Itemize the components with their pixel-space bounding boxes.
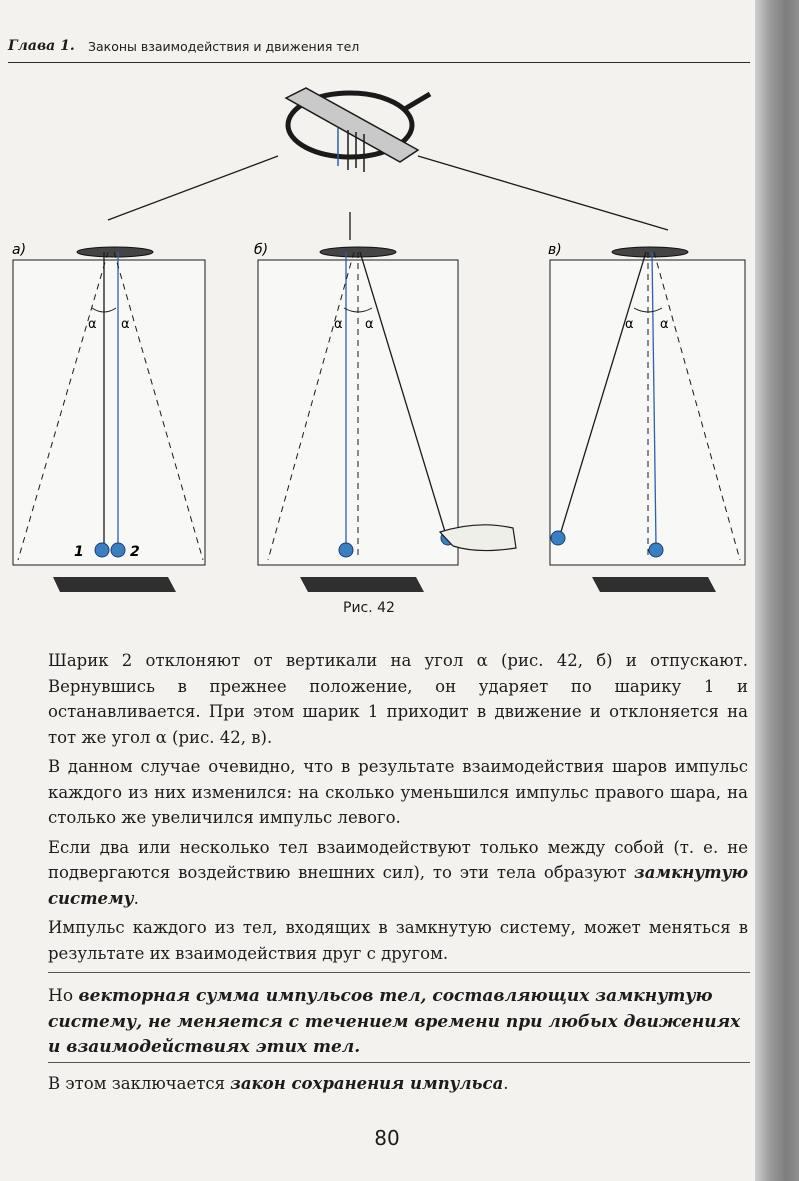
law-prefix: Но xyxy=(48,986,79,1006)
panel-a-label: а) xyxy=(12,242,27,258)
suspension-apparatus xyxy=(108,88,668,240)
law-text: векторная сумма импульсов тел, составляющих замкнутую систему, не меняется с течением времени при любых движениях и взаимодействиях этих тел. xyxy=(48,986,741,1057)
svg-text:α: α xyxy=(660,317,669,332)
svg-text:α: α xyxy=(365,317,374,332)
panel-b xyxy=(254,242,516,592)
panel-c xyxy=(548,242,745,592)
pendulum-illustration xyxy=(8,80,750,620)
chapter-title: Законы взаимодействия и движения тел xyxy=(88,39,360,54)
page-number: 80 xyxy=(374,1126,400,1150)
page-edge-shadow xyxy=(755,0,799,1181)
panel-a xyxy=(12,242,205,592)
term-closed-system: замкнутую систему xyxy=(48,863,748,908)
law-top-rule xyxy=(48,972,750,973)
paragraph-4: Импульс каждого из тел, входящих в замкнутую систему, может меняться в результате их взаимодействия друг с другом. xyxy=(48,918,748,963)
paragraph-3-end: . xyxy=(133,888,139,908)
svg-text:α: α xyxy=(625,317,634,332)
term-conservation-law: закон сохранения импульса xyxy=(230,1074,504,1093)
svg-text:α: α xyxy=(121,317,130,332)
paragraph-2: В данном случае очевидно, что в результате взаимодействия шаров импульс каждого из них изменился: на сколько уменьшился импульс правого шара, на столько же увеличился импульс левого. xyxy=(48,757,748,827)
body-text xyxy=(48,648,748,966)
panel-c-label: в) xyxy=(548,242,562,258)
closing-sentence xyxy=(48,1074,748,1093)
closing-end: . xyxy=(503,1074,509,1093)
paragraph-3 xyxy=(48,835,748,912)
figure-caption: Рис. 42 xyxy=(343,600,395,616)
law-statement xyxy=(48,984,748,1061)
svg-text:α: α xyxy=(334,317,343,332)
panel-b-label: б) xyxy=(254,242,269,258)
ball-label-2: 2 xyxy=(130,544,140,560)
ball-label-1: 1 xyxy=(74,544,84,560)
running-header xyxy=(8,36,750,63)
closing-text: В этом заключается xyxy=(48,1074,231,1093)
figure-42 xyxy=(8,80,750,620)
paragraph-1: Шарик 2 отклоняют от вертикали на угол α (рис. 42, б) и отпускают. Вернувшись в прежнее положение, он ударяет по шарику 1 и останавливается. При этом шарик 1 приходит в движение и отклоняется на тот же угол α (рис. 42, в). xyxy=(48,651,748,747)
paragraph-3-text: Если два или несколько тел взаимодействуют только между собой (т. е. не подвергаются воздействию внешних сил), то эти тела образуют xyxy=(48,837,748,882)
law-bottom-rule xyxy=(48,1062,750,1063)
svg-text:α: α xyxy=(88,317,97,332)
chapter-label: Глава 1. xyxy=(8,38,75,54)
